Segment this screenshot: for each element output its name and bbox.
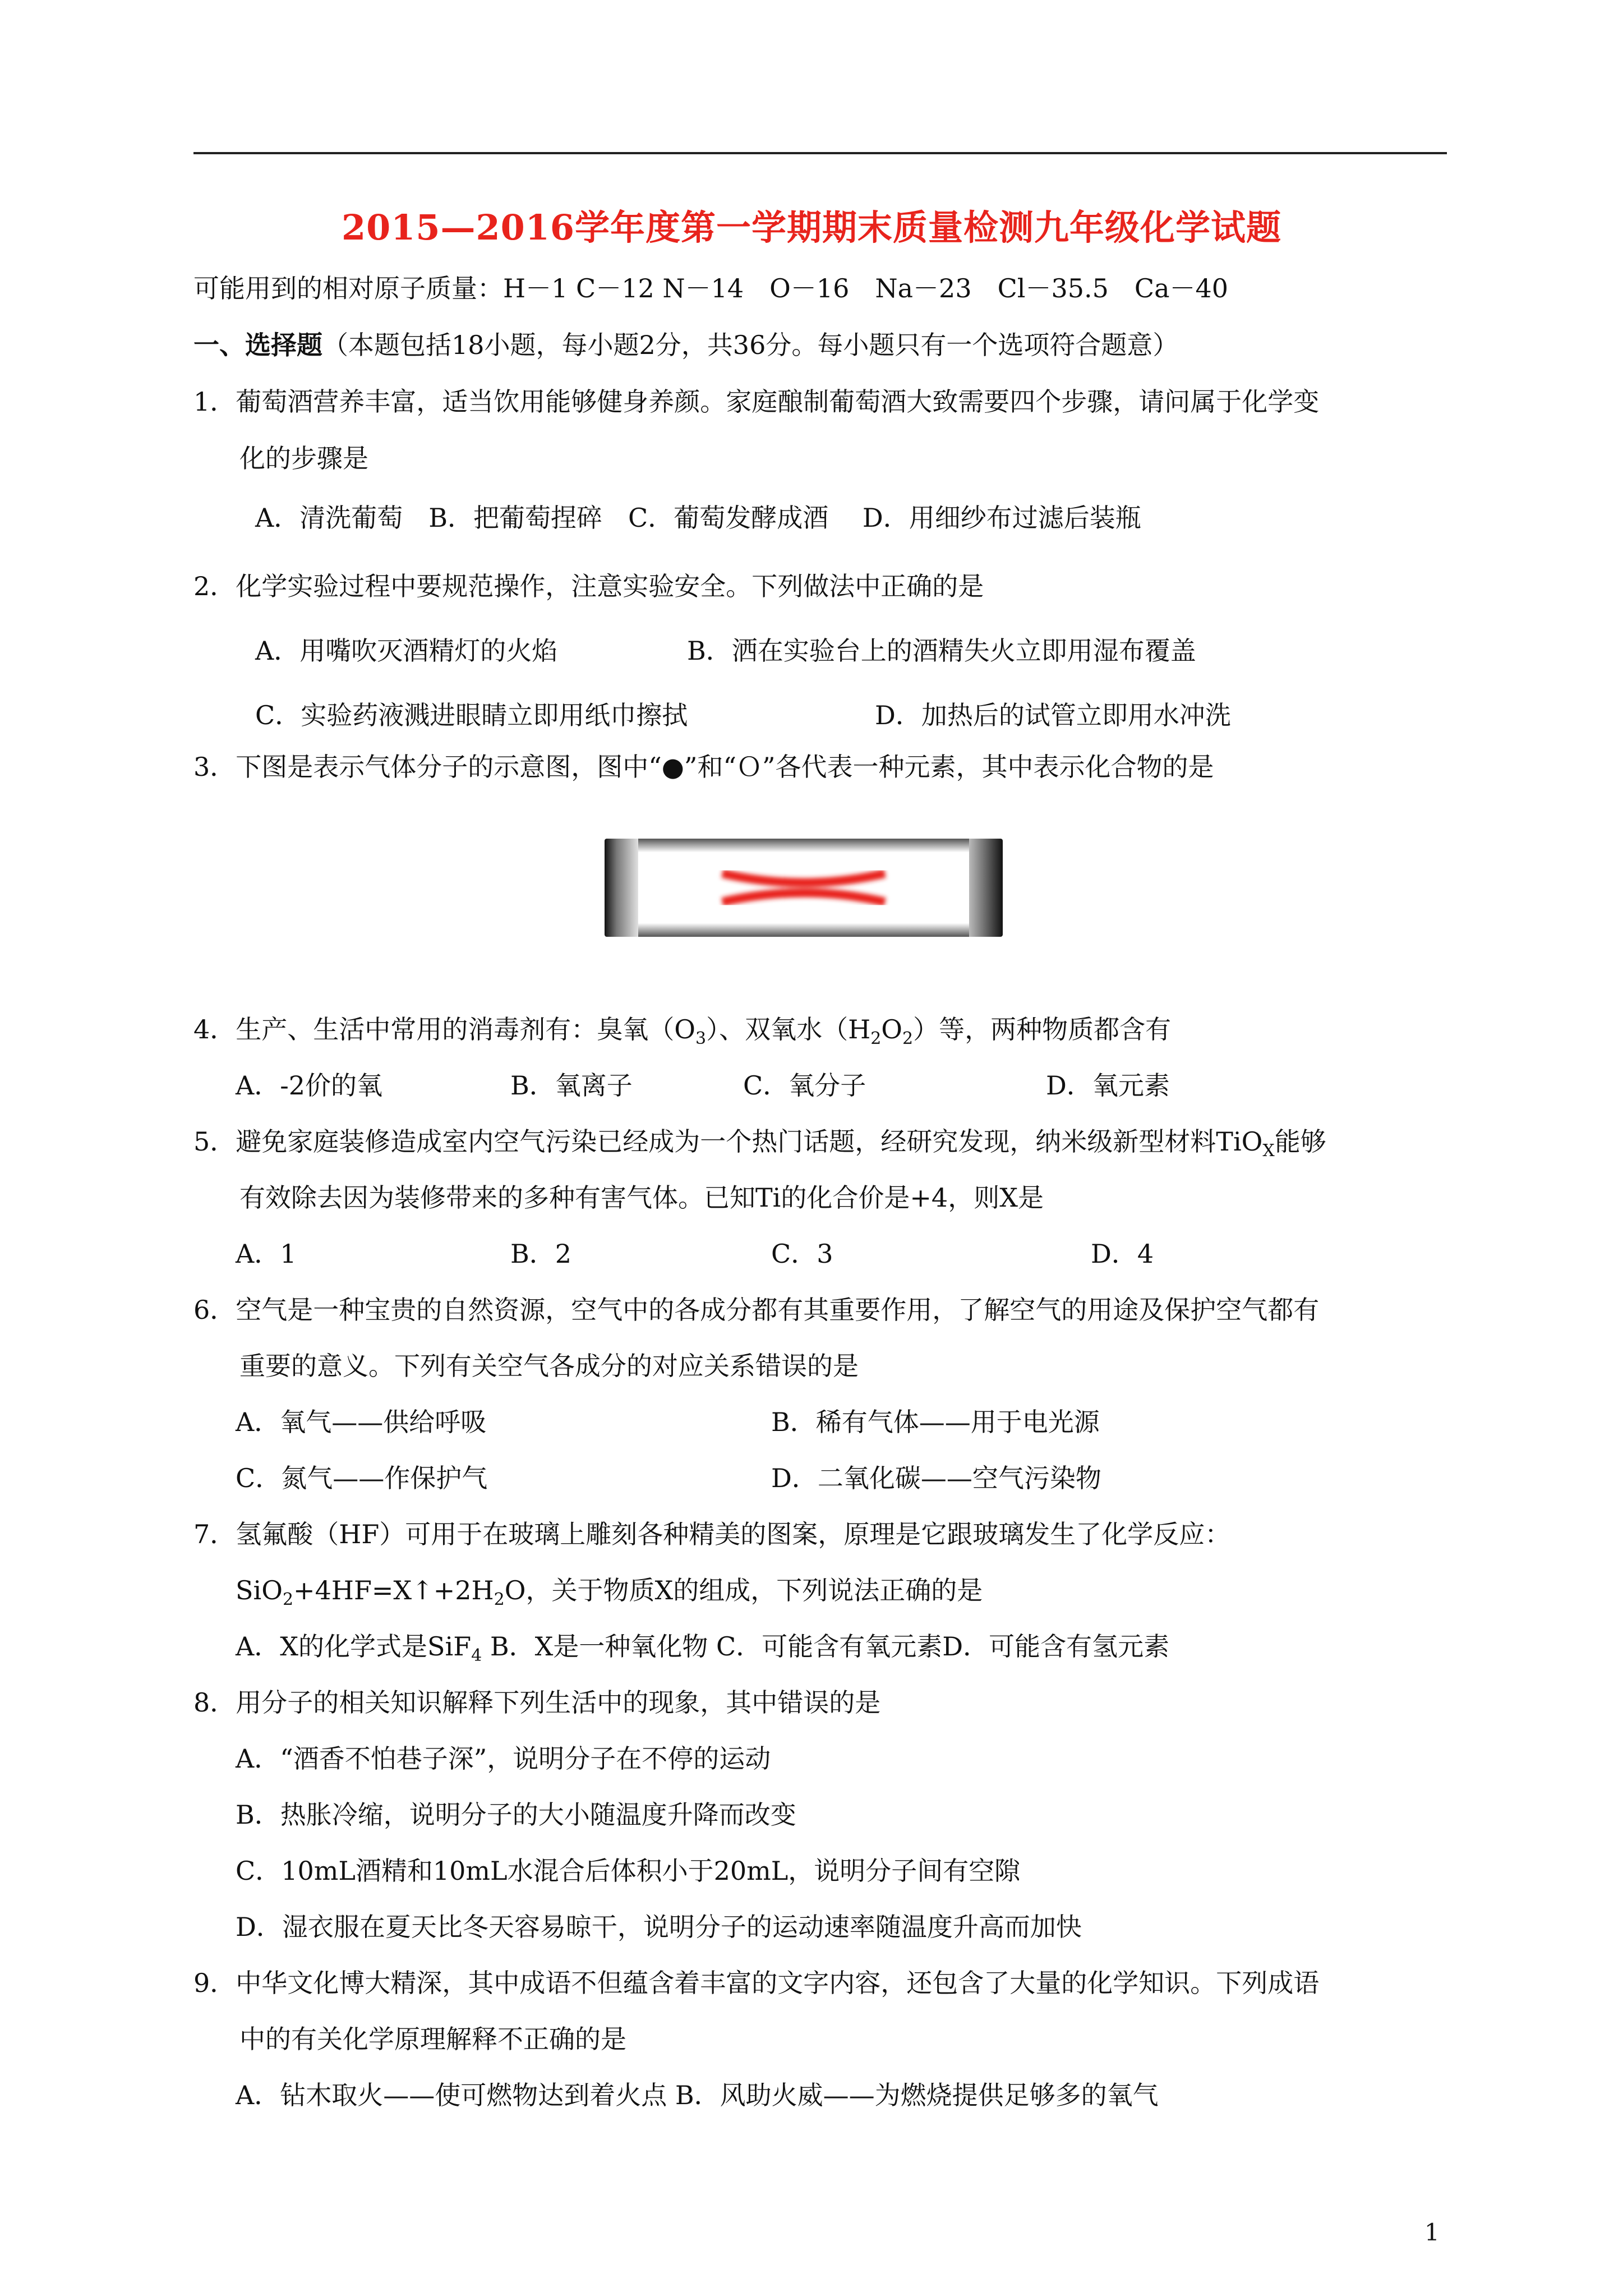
q2-option-c: C．实验药液溅进眼睛立即用纸巾擦拭 [255,700,688,730]
q9-stem-line1: 9．中华文化博大精深，其中成语不但蕴含着丰富的文字内容，还包含了大量的化学知识。下列成语 [193,1968,1320,1998]
q8-option-a: A．“酒香不怕巷子深”，说明分子在不停的运动 [236,1743,771,1774]
q4-option-d: D．氧元素 [1046,1070,1170,1101]
q1-stem-line1: 1．葡萄酒营养丰富，适当饮用能够健身养颜。家庭酿制葡萄酒大致需要四个步骤，请问属于化学变 [193,386,1320,417]
q6-stem-line2: 重要的意义。下列有关空气各成分的对应关系错误的是 [239,1351,859,1381]
q4-sub-2: 2 [870,1029,882,1049]
q7-option-a-sub: 4 [471,1646,482,1666]
q5-stem-line1 [193,1125,1326,1161]
q5-option-c: C．3 [771,1239,833,1269]
q7-sub-2: 2 [494,1590,505,1610]
q5-stem-line2: 有效除去因为装修带来的多种有害气体。已知Ti的化合价是+4，则X是 [239,1182,1044,1213]
page-number: 1 [1424,2219,1440,2246]
q4-sub-3: 2 [902,1029,914,1049]
section-note: （本题包括18小题，每小题2分，共36分。每小题只有一个选项符合题意） [322,330,1179,360]
q4-stem [193,1013,1172,1049]
q5-option-b: B．2 [510,1239,572,1269]
q6-stem-line1: 6．空气是一种宝贵的自然资源，空气中的各成分都有其重要作用，了解空气的用途及保护空气都有 [193,1295,1320,1325]
q7-option-a: A．X的化学式是SiF [236,1631,472,1662]
q4-text-3: O [881,1014,903,1045]
exam-title: 2015—2016学年度第一学期期末质量检测九年级化学试题 [341,207,1282,248]
q7-text-3: O，关于物质X的组成，下列说法正确的是 [504,1575,983,1605]
q1-options: A．清洗葡萄 B．把葡萄捏碎 C．葡萄发酵成酒 D．用细纱布过滤后装瓶 [255,503,1141,533]
q6-option-d: D．二氧化碳——空气污染物 [771,1463,1101,1493]
molecule-figure-broken-image [605,839,1003,937]
q2-option-b: B．洒在实验台上的酒精失火立即用湿布覆盖 [687,636,1196,666]
q9-options-ab: A．钻木取火——使可燃物达到着火点 B．风助火威——为燃烧提供足够多的氧气 [236,2080,1159,2110]
q5-option-d: D．4 [1091,1239,1154,1269]
broken-image-x-icon [605,839,1003,937]
q9-stem-line2: 中的有关化学原理解释不正确的是 [239,2024,626,2054]
q4-text-2: ）、双氧水（H [706,1014,871,1045]
q8-option-b: B．热胀冷缩，说明分子的大小随温度升降而改变 [236,1800,796,1830]
q6-option-a: A．氧气——供给呼吸 [236,1407,487,1437]
section-heading [193,328,1178,362]
q7-equation-line [236,1573,983,1610]
q7-option-rest: B．X是一种氧化物 C．可能含有氧元素D．可能含有氢元素 [482,1631,1170,1662]
q6-option-b: B．稀有气体——用于电光源 [771,1407,1100,1437]
q8-option-d: D．湿衣服在夏天比冬天容易晾干，说明分子的运动速率随温度升高而加快 [236,1912,1082,1942]
q4-text-1: 4．生产、生活中常用的消毒剂有：臭氧（O [193,1014,695,1045]
q4-option-a: A．-2价的氧 [236,1070,383,1101]
section-title: 一、选择题 [193,330,322,360]
q7-options [236,1630,1170,1666]
q5-sub: X [1262,1141,1275,1161]
q7-text-2: +4HF=X↑+2H [293,1575,494,1605]
atomic-masses: 可能用到的相对原子质量：H－1 C－12 N－14 O－16 Na－23 Cl－35.5 Ca－40 [193,273,1229,303]
q2-stem: 2．化学实验过程中要规范操作，注意实验安全。下列做法中正确的是 [193,571,984,601]
q5-text-1: 5．避免家庭装修造成室内空气污染已经成为一个热门话题，经研究发现，纳米级新型材料TiO [193,1126,1263,1157]
q6-option-c: C．氮气——作保护气 [236,1463,488,1493]
q1-stem-line2: 化的步骤是 [239,443,368,473]
header-rule [193,152,1447,154]
q8-stem: 8．用分子的相关知识解释下列生活中的现象，其中错误的是 [193,1687,881,1718]
q2-option-d: D．加热后的试管立即用水冲洗 [875,700,1231,730]
q3-stem: 3．下图是表示气体分子的示意图，图中“●”和“Ｏ”各代表一种元素，其中表示化合物的是 [193,752,1214,782]
q4-text-4: ）等，两种物质都含有 [913,1014,1172,1045]
q2-option-a: A．用嘴吹灭酒精灯的火焰 [255,636,558,666]
q7-sub-1: 2 [282,1590,294,1610]
q8-option-c: C．10mL酒精和10mL水混合后体积小于20mL，说明分子间有空隙 [236,1856,1021,1886]
q5-text-2: 能够 [1274,1126,1326,1157]
q7-stem-line1: 7．氢氟酸（HF）可用于在玻璃上雕刻各种精美的图案，原理是它跟玻璃发生了化学反应： [193,1519,1231,1549]
q5-option-a: A．1 [236,1239,297,1269]
q4-option-c: C．氧分子 [743,1070,866,1101]
q4-option-b: B．氧离子 [510,1070,633,1101]
q4-sub-1: 3 [695,1029,707,1049]
q7-text-1: SiO [236,1575,283,1605]
